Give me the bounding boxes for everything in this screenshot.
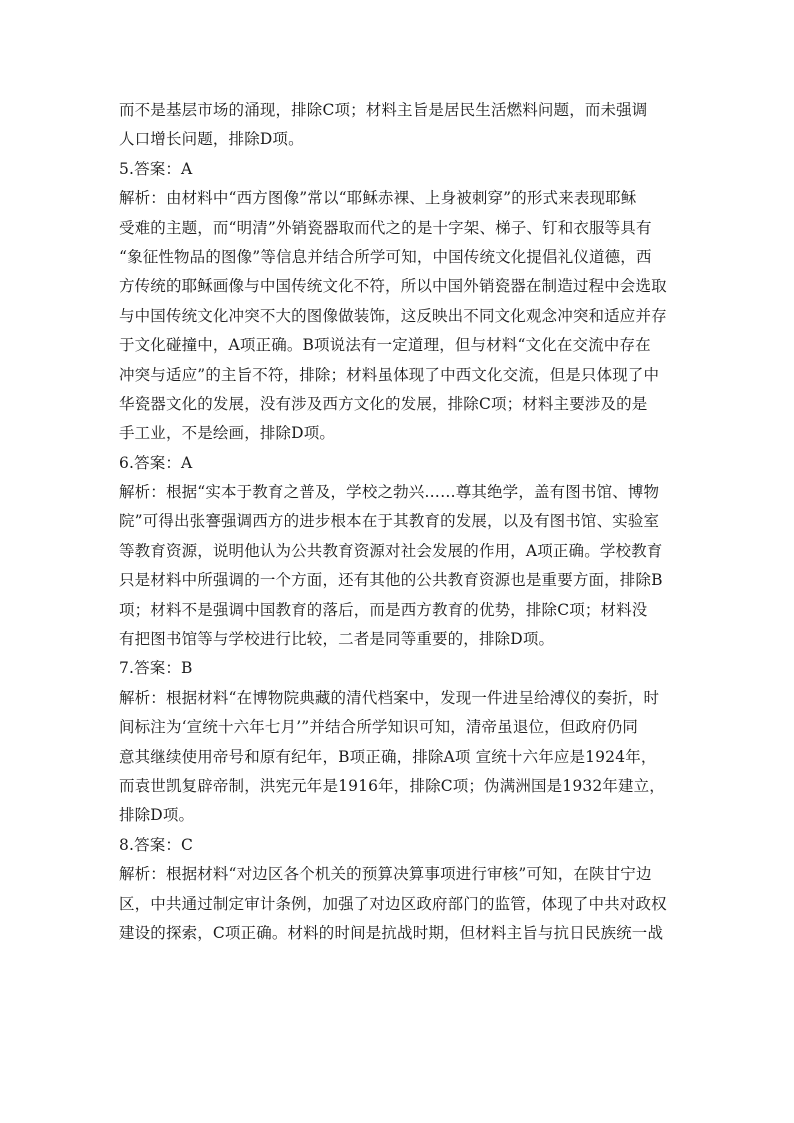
text-line: 排除D项。 — [119, 806, 195, 825]
text-line: 院”可得出张謇强调西方的进步根本在于其教育的发展，以及有图书馆、实验室 — [119, 512, 660, 531]
text-line: 5.答案：A — [119, 159, 193, 178]
text-line: 与中国传统文化冲突不大的图像做装饰，这反映出不同文化观念冲突和适应并存 — [119, 306, 667, 325]
answer-explanation-text — [119, 96, 679, 948]
text-line: 8.答案：C — [119, 835, 194, 854]
text-line: 受难的主题，而“明清”外销瓷器取而代之的是十字架、梯子、钉和衣服等具有 — [119, 218, 652, 237]
text-line: 而袁世凯复辟帝制，洪宪元年是1916年，排除C项；伪满洲国是1932年建立， — [119, 776, 665, 795]
text-line: 只是材料中所强调的一个方面，还有其他的公共教育资源也是重要方面，排除B — [119, 571, 663, 590]
text-line: 等教育资源，说明他认为公共教育资源对社会发展的作用，A项正确。学校教育 — [119, 541, 663, 560]
text-line: 手工业，不是绘画，排除D项。 — [119, 424, 336, 443]
text-line: “象征性物品的图像”等信息并结合所学可知，中国传统文化提倡礼仪道德，西 — [119, 247, 652, 266]
text-line: 项；材料不是强调中国教育的落后，而是西方教育的优势，排除C项；材料没 — [119, 600, 648, 619]
text-line: 解析：由材料中“西方图像”常以“耶稣赤裸、上身被刺穿”的形式来表现耶稣 — [119, 189, 637, 208]
text-line: 解析：根据材料“对边区各个机关的预算决算事项进行审核”可知，在陕甘宁边 — [119, 865, 652, 884]
text-line: 而不是基层市场的涌现，排除C项；材料主旨是居民生活燃料问题，而未强调 — [119, 101, 648, 119]
text-line: 6.答案：A — [119, 453, 193, 472]
text-line: 意其继续使用帝号和原有纪年，B项正确，排除A项 宣统十六年应是1924年， — [119, 747, 657, 766]
text-line: 华瓷器文化的发展，没有涉及西方文化的发展，排除C项；材料主要涉及的是 — [119, 394, 648, 413]
text-line: 方传统的耶稣画像与中国传统文化不符，所以中国外销瓷器在制造过程中会选取 — [119, 277, 667, 296]
text-line: 解析：根据材料“在博物院典藏的清代档案中，发现一件进呈给溥仪的奏折，时 — [119, 688, 660, 707]
text-line: 于文化碰撞中，A项正确。B项说法有一定道理，但与材料“文化在交流中存在 — [119, 336, 651, 355]
text-line: 7.答案：B — [119, 659, 193, 678]
text-line: 冲突与适应”的主旨不符，排除；材料虽体现了中西文化交流，但是只体现了中 — [119, 365, 660, 384]
text-line: 有把图书馆等与学校进行比较，二者是同等重要的，排除D项。 — [119, 630, 555, 649]
text-line: 人口增长问题，排除D项。 — [119, 130, 304, 149]
text-line: 建设的探索，C项正确。材料的时间是抗战时期，但材料主旨与抗日民族统一战 — [119, 923, 664, 942]
text-line: 解析：根据“实本于教育之普及，学校之勃兴……尊其绝学，盖有图书馆、博物 — [119, 483, 660, 502]
text-line: 区，中共通过制定审计条例，加强了对边区政府部门的监管，体现了中共对政权 — [119, 894, 667, 913]
text-line: 间标注为‘宣统十六年七月’”并结合所学知识可知，清帝虽退位，但政府仍同 — [119, 718, 639, 737]
